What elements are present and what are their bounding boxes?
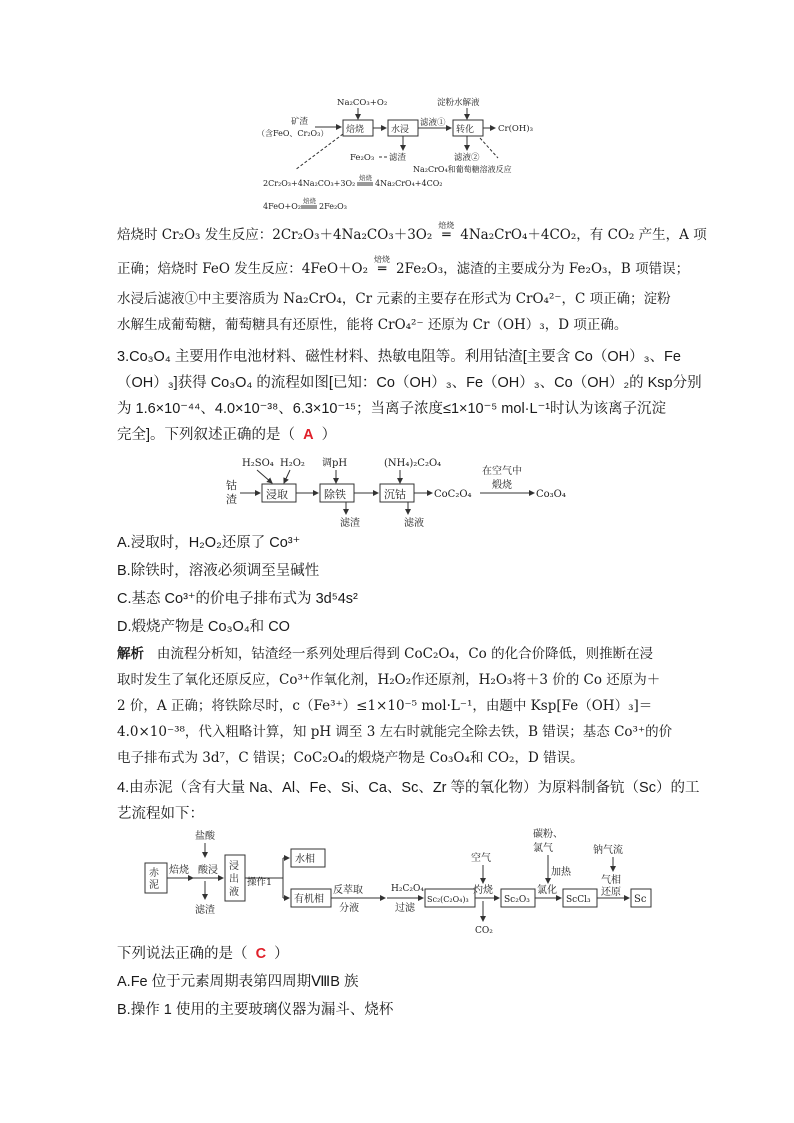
hcl-label: 盐酸 [195, 831, 215, 842]
exp2-cond1: 焙烧 [438, 221, 455, 230]
chlorinate-label: 氯化 [537, 885, 557, 896]
leachate-c2: 出 [229, 874, 239, 885]
exp2-arrow2: 焙烧 ═ [368, 260, 396, 278]
sc2o3-label: Sc₂O₃ [504, 895, 530, 905]
convert-label: 转化 [456, 125, 475, 135]
eq2-right: 2Fe₂O₃ [319, 202, 347, 211]
start-c1: 钴 [226, 479, 237, 492]
exp2-line1 [117, 221, 707, 244]
filtrate1-label: 滤液① [420, 118, 446, 128]
water-leach-label: 水浸 [391, 125, 410, 135]
exp2-arrow1: 焙烧 ═ [432, 226, 460, 244]
sc-label: Sc [634, 894, 647, 905]
leach-label: 浸取 [266, 488, 288, 501]
organic-label: 有机相 [294, 894, 324, 905]
q3-option-a[interactable]: A.浸取时，H₂O₂还原了 Co³⁺ [117, 535, 301, 551]
exp2-line1b: 4Na₂CrO₄＋4CO₂，有 CO₂ 产生，A 项 [460, 227, 707, 243]
exp2-line2b: 2Fe₂O₃，滤渣的主要成分为 Fe₂O₃，B 项错误； [396, 261, 690, 277]
product-label: Cr(OH)₃ [498, 124, 533, 134]
q3-option-b[interactable]: B.除铁时，溶液必须调至呈碱性 [117, 563, 320, 579]
burn-label: 灼烧 [473, 885, 493, 896]
fe2o3-label: Fe₂O₃ [350, 153, 375, 163]
eq1-right: 4Na₂CrO₄+4CO₂ [375, 179, 443, 188]
roast-label: 焙烧 [346, 125, 365, 135]
back-extract-label: 反萃取 [333, 885, 363, 896]
q4-option-b[interactable]: B.操作 1 使用的主要玻璃仪器为漏斗、烧杯 [117, 1002, 394, 1018]
aqueous-label: 水相 [295, 854, 315, 865]
side-note: Na₂CrO₄和葡萄糖溶液反应 [413, 165, 512, 174]
q3-exp-line1 [117, 645, 653, 663]
residue-label: 滤渣 [389, 153, 407, 163]
q4-stem-text: 下列说法正确的是（ [117, 946, 248, 962]
q3-option-d[interactable]: D.煅烧产物是 Co₃O₄和 CO [117, 619, 290, 635]
oxalate-label: (NH₄)₂C₂O₄ [384, 458, 442, 469]
q3-exp-line3: 2 价，A 正确；将铁除尽时，c（Fe³⁺）≤1×10⁻⁵ mol·L⁻¹，由题中 Ksp[Fe（OH）₃]＝ [117, 698, 653, 714]
h2so4-label: H₂SO₄ [242, 458, 274, 469]
cond-calcine-label: 煅烧 [492, 480, 512, 491]
heat-label: 加热 [551, 867, 571, 878]
residue-out-label: 滤渣 [340, 518, 360, 529]
filter-label: 过滤 [395, 903, 415, 914]
remove-iron-label: 除铁 [324, 488, 346, 501]
air-label: 空气 [471, 853, 491, 864]
ore-composition: （含FeO、Cr₂O₃） [257, 129, 329, 138]
q3-stem-line2: （OH）₃]获得 Co₃O₄ 的流程如图[已知：Co（OH）₃、Fe（OH）₃、Co（OH）₂的 Ksp分别 [117, 375, 702, 391]
starch-label: 淀粉水解液 [437, 98, 480, 108]
h2o2-label: H₂O₂ [280, 458, 305, 469]
flowchart-chromium [255, 92, 555, 217]
q3-exp-label: 解析 [117, 646, 144, 662]
exp2-line3: 水浸后滤液①中主要溶质为 Na₂CrO₄，Cr 元素的主要存在形式为 CrO₄²⁻，C 项正确；淀粉 [117, 291, 671, 307]
filtrate-out-label: 滤液 [404, 518, 424, 529]
q3-answer: A [303, 427, 314, 443]
q3-stem-line1: 3.Co₃O₄ 主要用作电池材料、磁性材料、热敏电阻等。利用钴渣[主要含 Co（OH）₃、Fe [117, 349, 681, 365]
co3o4-label: Co₃O₄ [536, 489, 566, 500]
co2-label: CO₂ [475, 926, 493, 936]
q4-close-paren: ） [274, 946, 289, 962]
exp2-cond2: 焙烧 [374, 255, 391, 264]
sccl3-label: ScCl₃ [566, 895, 591, 905]
gas-phase-label: 气相 [601, 875, 621, 886]
flowchart-scandium [143, 825, 663, 937]
h2c2o4-label: H₂C₂O₄ [391, 884, 424, 894]
ore-label: 矿渣 [291, 117, 309, 127]
cond-air-label: 在空气中 [482, 466, 522, 477]
precipitate-label: 沉钴 [384, 488, 406, 501]
flowchart-cobalt [222, 452, 582, 532]
q4-answer: C [255, 946, 267, 962]
q3-stem-line4 [117, 425, 336, 445]
exp2-line4: 水解生成葡萄糖，葡萄糖具有还原性，能将 CrO₄²⁻ 还原为 Cr（OH）₃，D 项正确。 [117, 317, 628, 333]
filtrate2-label: 滤液② [454, 153, 480, 163]
q3-stem-line3: 为 1.6×10⁻⁴⁴、4.0×10⁻³⁸、6.3×10⁻¹⁵；当离子浓度≤1×10⁻⁵ mol·L⁻¹时认为该离子沉淀 [117, 401, 667, 417]
exp2-line2a: 正确；焙烧时 FeO 发生反应：4FeO＋O₂ [117, 261, 369, 277]
leachate-c1: 浸 [229, 861, 239, 872]
q3-stem-text: 完全]。下列叙述正确的是（ [117, 427, 296, 443]
q3-exp-line5: 电子排布式为 3d⁷，C 错误；CoC₂O₄的煅烧产物是 Co₃O₄和 CO₂，D 错误。 [117, 750, 584, 766]
exp2-line2 [117, 255, 690, 278]
q4-stem [117, 944, 289, 964]
op1-label: 操作1 [247, 877, 273, 888]
coc2o4-label: CoC₂O₄ [434, 489, 472, 500]
eq1-left: 2Cr₂O₃+4Na₂CO₃+3O₂ [263, 179, 356, 188]
q3-exp-line4: 4.0×10⁻³⁸，代入粗略计算，知 pH 调至 3 左右时就能完全除去铁，B 错误；基态 Co³⁺的价 [117, 724, 673, 740]
exp2-line1a: 焙烧时 Cr₂O₃ 发生反应：2Cr₂O₃＋4Na₂CO₃＋3O₂ [117, 227, 433, 243]
red-mud-c1: 赤 [149, 868, 159, 879]
q4-stem-line2: 艺流程如下： [117, 806, 204, 822]
feed-label: Na₂CO₃+O₂ [337, 98, 388, 108]
separate-label: 分液 [339, 903, 359, 914]
roast-label: 焙烧 [169, 865, 189, 876]
eq2-cond: 焙烧 [303, 197, 316, 205]
q3-option-c[interactable]: C.基态 Co³⁺的价电子排布式为 3d⁵4s² [117, 591, 358, 607]
red-mud-c2: 泥 [149, 880, 159, 891]
carbon-label: 碳粉、 [533, 829, 563, 840]
q3-close-paren: ） [321, 427, 337, 443]
eq2-left: 4FeO+O₂ [263, 202, 301, 211]
q4-option-a[interactable]: A.Fe 位于元素周期表第四周期ⅧB 族 [117, 974, 359, 990]
start-c2: 渣 [226, 493, 237, 506]
chlorine-label: 氯气 [533, 843, 553, 854]
leachate-c3: 液 [229, 887, 239, 898]
eq1-cond: 焙烧 [359, 174, 372, 182]
acid-leach-label: 酸浸 [198, 865, 218, 876]
q3-exp-text1: 由流程分析知，钴渣经一系列处理后得到 CoC₂O₄，Co 的化合价降低，则推断在浸 [156, 646, 654, 662]
q4-stem-line1: 4.由赤泥（含有大量 Na、Al、Fe、Si、Ca、Sc、Zr 等的氧化物）为原料制备钪（Sc）的工 [117, 780, 700, 796]
ph-label: 调pH [322, 458, 348, 469]
sodium-label: 钠气流 [593, 845, 623, 856]
q3-exp-line2: 取时发生了氧化还原反应，Co³⁺作氧化剂，H₂O₂作还原剂，H₂O₃将＋3 价的 Co 还原为＋ [117, 672, 661, 688]
reduce-label: 还原 [601, 887, 621, 898]
residue-label: 滤渣 [195, 905, 215, 916]
oxalate-label: Sc₂(C₂O₄)₃ [427, 895, 469, 904]
